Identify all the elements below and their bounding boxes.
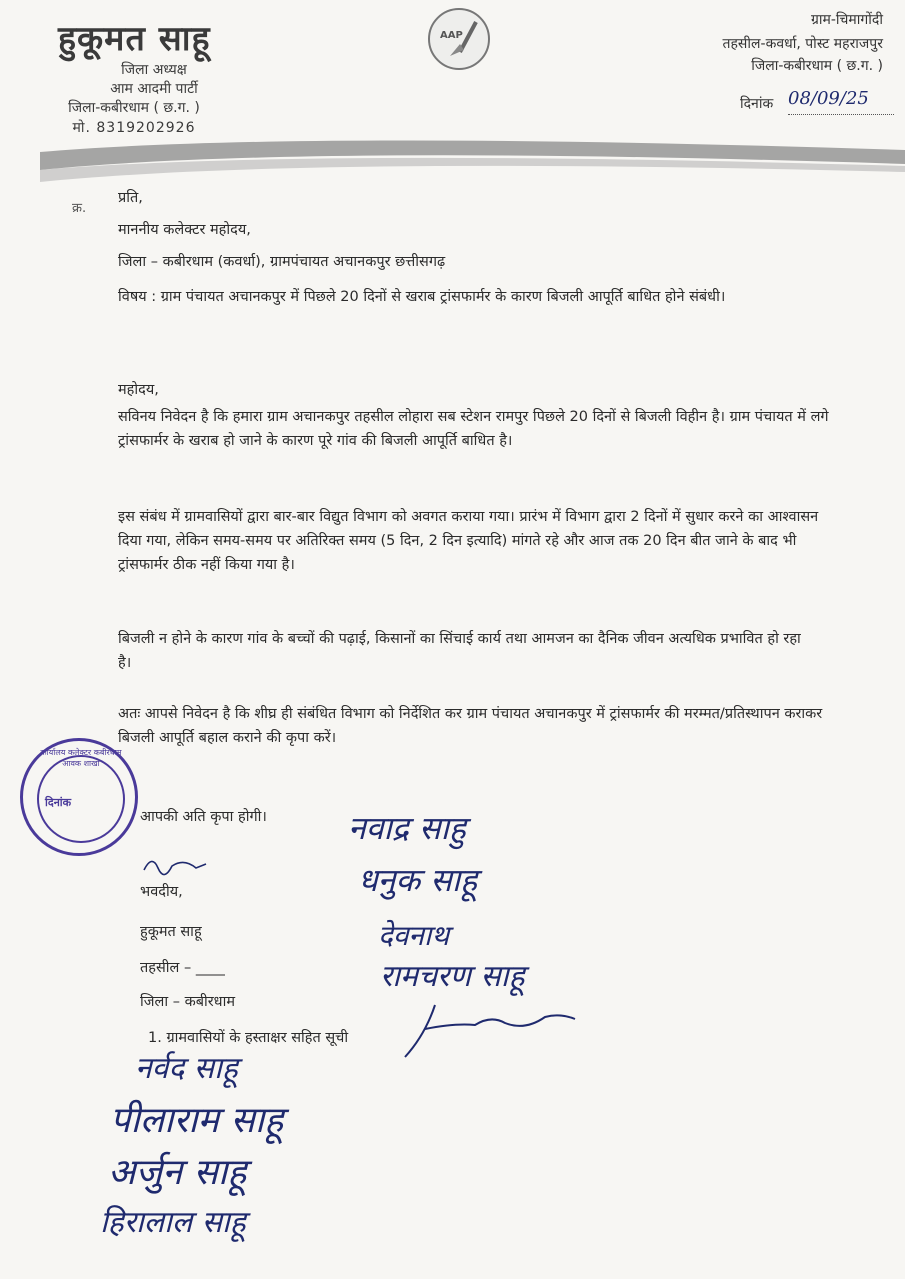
- office-stamp: [20, 738, 138, 856]
- sender-initials: [140, 852, 210, 876]
- date-underline: [788, 114, 894, 115]
- letter-paragraph-4: अतः आपसे निवेदन है कि शीघ्र ही संबंधित विभाग को निर्देशित कर ग्राम पंचायत अचानकपुर में ट्रांसफार्मर की मरम्मत/प्रतिस्थापन कराकर बिजली आपूर्ति बहाल कराने की कृपा करें।: [118, 706, 823, 746]
- sender-district: जिला – कबीरधाम: [140, 994, 236, 1010]
- signature-1: नवाद्र साहु: [348, 809, 466, 847]
- stamp-text: कार्यालय कलेक्टर कबीरधाम आवक शाखा: [40, 748, 122, 768]
- letter-addressee: माननीय कलेक्टर महोदय,: [118, 222, 251, 238]
- enclosure-note: 1. ग्रामवासियों के हस्ताक्षर सहित सूची: [148, 1030, 349, 1046]
- logo-text: AAP: [440, 30, 463, 41]
- letter-yours: भवदीय,: [140, 884, 183, 900]
- sender-name: हुकूमत साहू: [140, 924, 202, 940]
- signature-6: पीलाराम साहू: [110, 1100, 284, 1141]
- letterhead-district: जिला-कबीरधाम ( छ.ग. ): [68, 100, 200, 116]
- letterhead-designation: जिला अध्यक्ष: [121, 62, 187, 78]
- letter-closing: आपकी अति कृपा होगी।: [140, 809, 267, 825]
- letterhead-mobile: मो. 8319202926: [72, 120, 196, 136]
- date-label: दिनांक: [740, 96, 774, 112]
- signature-5: नर्वद साहू: [135, 1051, 238, 1086]
- letterhead-name: हुकूमत साहू: [58, 19, 211, 59]
- stamp-date-label: दिनांक: [45, 796, 72, 809]
- address-district: जिला-कबीरधाम ( छ.ग. ): [751, 58, 883, 74]
- letter-salutation: महोदय,: [118, 382, 159, 398]
- ref-label: क्र.: [72, 201, 87, 216]
- letter-to: प्रति,: [118, 190, 143, 206]
- letterhead-party: आम आदमी पार्टी: [110, 81, 198, 97]
- address-village: ग्राम-चिमागोंदी: [810, 12, 883, 28]
- signature-2: धनुक साहू: [358, 861, 478, 899]
- letter-paragraph-3: बिजली न होने के कारण गांव के बच्चों की पढ़ाई, किसानों का सिंचाई कार्य तथा आमजन का दैनिक जीवन अत्यधिक प्रभावित हो रहा है।: [118, 631, 801, 671]
- date-value: 08/09/25: [788, 88, 869, 109]
- letter-paragraph-1: सविनय निवेदन है कि हमारा ग्राम अचानकपुर तहसील लोहारा सब स्टेशन रामपुर पिछले 20 दिनों से बिजली विहीन है। ग्राम पंचायत में लगे ट्रांसफार्मर के खराब हो जाने के कारण पूरे गांव की बिजली आपूर्ति बाधित है।: [118, 409, 829, 449]
- letter-subject: विषय : ग्राम पंचायत अचानकपुर में पिछले 20 दिनों से खराब ट्रांसफार्मर के कारण बिजली आपूर्ति बाधित होने संबंधी।: [118, 289, 726, 305]
- letter-address: जिला – कबीरधाम (कवर्धा), ग्रामपंचायत अचानकपुर छत्तीसगढ़: [118, 254, 446, 270]
- sender-tehsil: तहसील – ____: [140, 960, 225, 976]
- signature-4: रामचरण साहू: [380, 959, 525, 994]
- party-logo: [428, 8, 490, 70]
- address-tehsil: तहसील-कवर्धा, पोस्ट महराजपुर: [722, 36, 883, 52]
- signature-7: अर्जुन साहू: [108, 1152, 247, 1193]
- signature-scribble: [395, 995, 585, 1065]
- letter-paragraph-2: इस संबंध में ग्रामवासियों द्वारा बार-बार विद्युत विभाग को अवगत कराया गया। प्रारंभ में विभाग द्वारा 2 दिनों में सुधार करने का आश्वासन दिया गया, लेकिन समय-समय पर अतिरिक्त समय (5 दिन, 2 दिन इत्यादि) मांगते रहे और आज तक 20 दिन बीत जाने के बाद भी ट्रांसफार्मर ठीक नहीं किया गया है।: [118, 509, 819, 573]
- signature-3: देवनाथ: [378, 919, 450, 952]
- letterhead-swoosh: [0, 130, 905, 190]
- signature-8: हिरालाल साहू: [100, 1205, 246, 1240]
